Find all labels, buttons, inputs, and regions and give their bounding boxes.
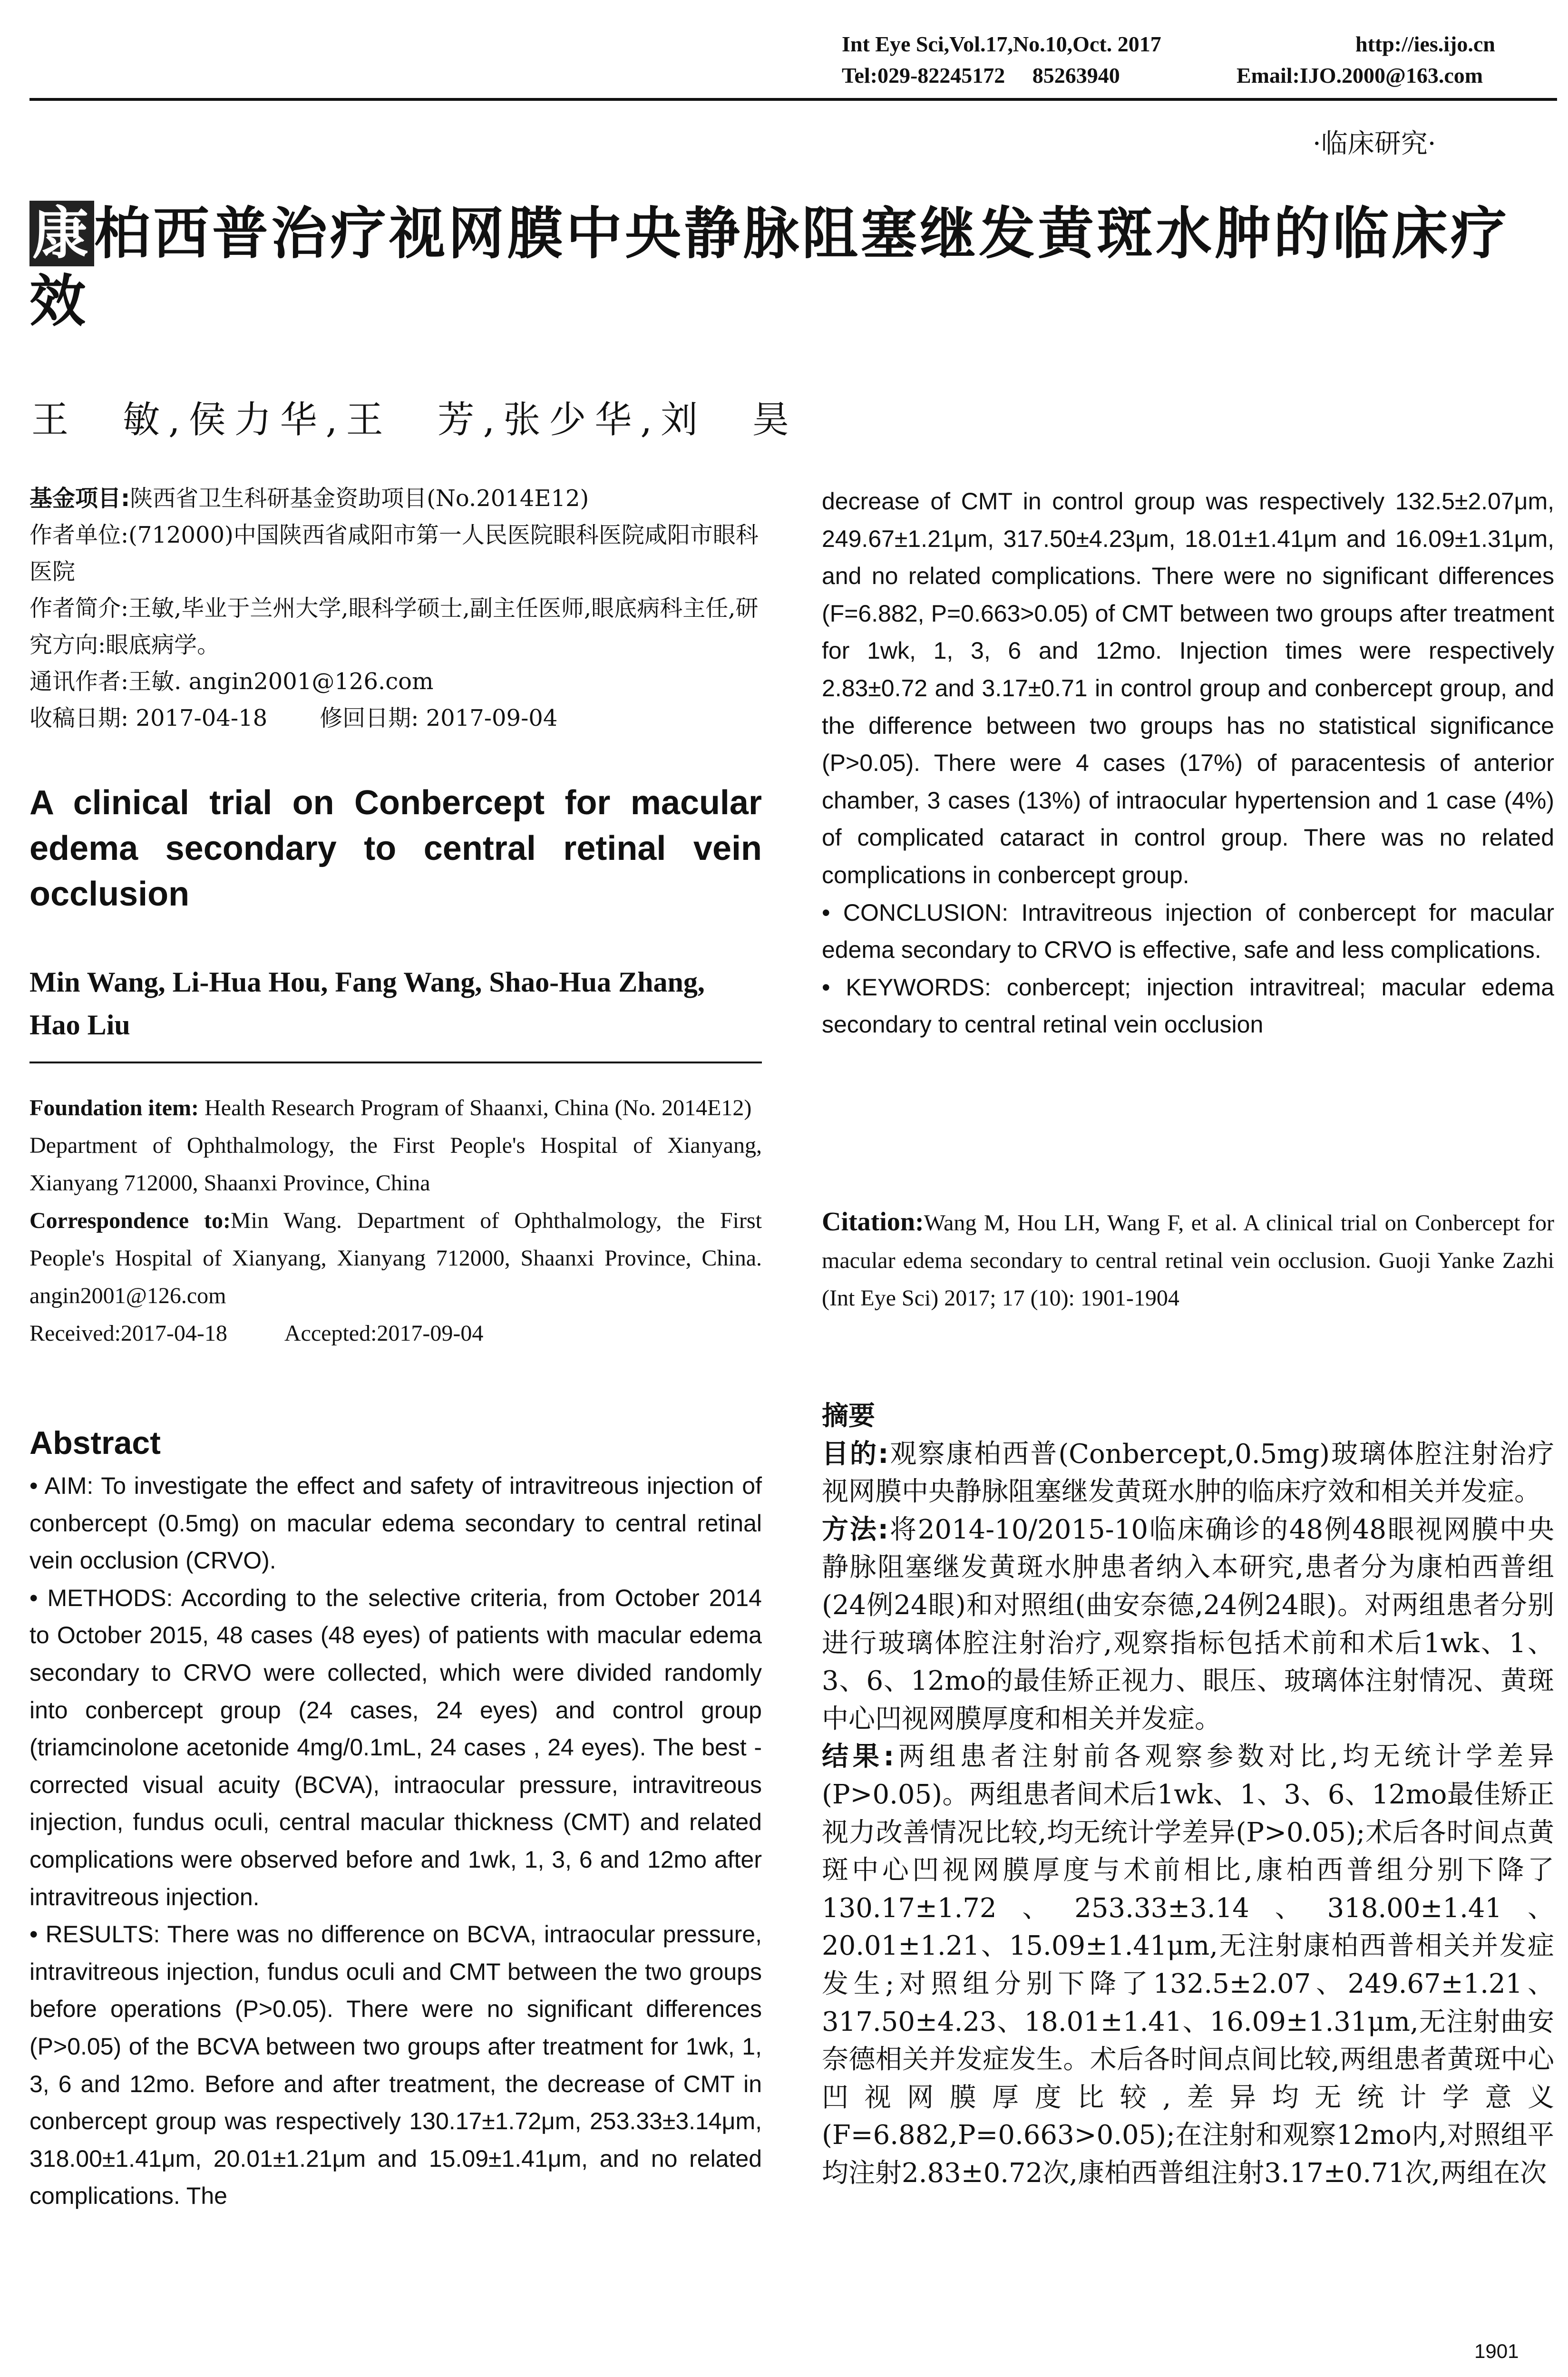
correspondence-text: Min Wang. Department of Ophthalmology, the First People's Hospital of Xianyang, Xianyang 712000, Shaanxi Province, China. angin2001@126.com (29, 1208, 762, 1308)
en-authors: Min Wang, Li-Hua Hou, Fang Wang, Shao-Hua Zhang, Hao Liu (29, 966, 705, 1041)
foundation-line (29, 1089, 762, 1127)
title-first-char: 康 (29, 201, 94, 266)
cn-meta-block (29, 480, 762, 737)
abstract-results-left: • RESULTS: There was no difference on BCVA, intraocular pressure, intravitreous injection, fundus oculi and CMT between the two groups before operations (P>0.05). There were no significant differences (P>0.05) of the BCVA between two groups after treatment for 1wk, 1, 3, 6 and 12mo. Before and after treatment, the decrease of CMT in conbercept group was respectively 130.17±1.72μm, 253.33±3.14μm, 318.00±1.41μm, 20.01±1.21μm and 15.09±1.41μm, and no related complications. The (29, 1921, 762, 2210)
fund-line (29, 480, 762, 517)
foundation-label: Foundation item: (29, 1095, 199, 1120)
section-tag: ·临床研究· (1313, 128, 1436, 159)
fund-text: 陕西省卫生科研基金资助项目(No.2014E12) (130, 485, 589, 512)
cn-abstract-results (822, 1738, 1554, 2192)
en-dates-line (29, 1315, 762, 1352)
abstract-keywords: • KEYWORDS: conbercept; injection intravitreal; macular edema secondary to central retinal vein occlusion (822, 974, 1554, 1038)
journal-tel: Tel:029-82245172 85263940 (842, 63, 1120, 88)
cn-methods-text: 将2014-10/2015-10临床确诊的48例48眼视网膜中央静脉阻塞继发黄斑水肿患者纳入本研究,患者分为康柏西普组(24例24眼)和对照组(曲安奈德,24例24眼)。对两组患者分别进行玻璃体腔注射治疗,观察指标包括术前和术后1wk、1、3、6、12mo的最佳矫正视力、眼压、玻璃体注射情况、黄斑中心凹视网膜厚度和相关并发症。 (822, 1514, 1554, 1734)
authors-rule (29, 1062, 762, 1063)
cn-abstract (822, 1397, 1554, 2192)
received-date: 收稿日期: 2017-04-18 (29, 705, 268, 731)
cn-abstract-methods (822, 1511, 1554, 1738)
abstract-methods: • METHODS: According to the selective criteria, from October 2014 to October 2015, 48 cases (48 eyes) of patients with macular edema secondary to CRVO were collected, which were divided randomly into conbercept group (24 cases, 24 eyes) and control group (triamcinolone acetonide 4mg/0.1mL, 24 cases , 24 eyes). The best - corrected visual acuity (BCVA), intraocular pressure, intravitreous injection, fundus oculi, central macular thickness (CMT) and related complications were observed before and 1wk, 1, 3, 6 and 12mo after intravitreous injection. (29, 1584, 762, 1910)
cn-results-text: 两组患者注射前各观察参数对比,均无统计学差异(P>0.05)。两组患者间术后1wk、1、3、6、12mo最佳矫正视力改善情况比较,均无统计学差异(P>0.05);术后各时间点黄斑中心凹视网膜厚度与术前相比,康柏西普组分别下降了130.17±1.72、253.33±3.14、318.00±1.41、20.01±1.21、15.09±1.41μm,无注射康柏西普相关并发症发生;对照组分别下降了132.5±2.07、249.67±1.21、317.50±4.23、18.01±1.41、16.09±1.31μm,无注射曲安奈德相关并发症发生。术后各时间点间比较,两组患者黄斑中心凹视网膜厚度比较,差异均无统计学意义(F=6.882,P=0.663>0.05);在注射和观察12mo内,对照组平均注射2.83±0.72次,康柏西普组注射3.17±0.71次,两组在次 (822, 1741, 1555, 2189)
abstract-aim: • AIM: To investigate the effect and safety of intravitreous injection of conbercept (0.5mg) on macular edema secondary to central retinal vein occlusion (CRVO). (29, 1472, 762, 1574)
corresponding-author: 通讯作者:王敏. angin2001@126.com (29, 668, 434, 695)
dates-line (29, 700, 762, 737)
abstract-body-right (822, 483, 1554, 1043)
cn-abstract-aim (822, 1435, 1554, 1511)
abstract-results-right: decrease of CMT in control group was respectively 132.5±2.07μm, 249.67±1.21μm, 317.50±4.23μm, 18.01±1.41μm and 16.09±1.31μm, and no related complications. There were no significant differences (F=6.882, P=0.663>0.05) of CMT between two groups after treatment for 1wk, 1, 3, 6 and 12mo. Injection times were respectively 2.83±0.72 and 3.17±0.71 in control group and conbercept group, and the difference between two groups has no statistical significance (P>0.05). There were 4 cases (17%) of paracentesis of anterior chamber, 3 cases (13%) of intraocular hypertension and 1 case (4%) of complicated cataract in control group. There was no related complications in conbercept group. (822, 488, 1554, 888)
abstract-body-left (29, 1467, 762, 2215)
journal-url[interactable]: http://ies.ijo.cn (1355, 32, 1495, 56)
cn-abstract-heading: 摘要 (822, 1401, 875, 1432)
fund-label: 基金项目: (29, 485, 130, 512)
en-meta-block (29, 1089, 762, 1352)
author-bio: 作者简介:王敏,毕业于兰州大学,眼科学硕士,副主任医师,眼底病科主任,研究方向:眼底病学。 (29, 595, 759, 658)
citation-label: Citation: (822, 1207, 924, 1237)
cn-title (29, 200, 1551, 335)
department: Department of Ophthalmology, the First People's Hospital of Xianyang, Xianyang 712000, Shaanxi Province, China (29, 1133, 762, 1196)
page-number: 1901 (1474, 2340, 1519, 2362)
abstract-heading: Abstract (29, 1425, 161, 1461)
en-accepted: Accepted:2017-09-04 (284, 1321, 484, 1346)
abstract-conclusion: • CONCLUSION: Intravitreous injection of conbercept for macular edema secondary to CRVO is effective, safe and less complications. (822, 899, 1554, 964)
cn-authors: 王 敏,侯力华,王 芳,张少华,刘 昊 (31, 399, 798, 441)
cn-aim-text: 观察康柏西普(Conbercept,0.5mg)玻璃体腔注射治疗视网膜中央静脉阻塞继发黄斑水肿的临床疗效和相关并发症。 (822, 1438, 1554, 1508)
header-rule (29, 98, 1557, 101)
author-unit: 作者单位:(712000)中国陕西省咸阳市第一人民医院眼科医院咸阳市眼科医院 (29, 522, 759, 585)
citation-text: Wang M, Hou LH, Wang F, et al. A clinical trial on Conbercept for macular edema secondary to central retinal vein occlusion. Guoji Yanke Zazhi (Int Eye Sci) 2017; 17 (10): 1901-1904 (822, 1210, 1554, 1311)
journal-email[interactable]: Email:IJO.2000@163.com (1237, 63, 1483, 88)
journal-header: Int Eye Sci,Vol.17,No.10,Oct. 2017 (842, 32, 1161, 56)
en-received: Received:2017-04-18 (29, 1321, 227, 1346)
correspondence-line (29, 1202, 762, 1315)
revised-date: 修回日期: 2017-09-04 (320, 705, 558, 731)
correspondence-label: Correspondence to: (29, 1208, 231, 1233)
foundation-text: Health Research Program of Shaanxi, China (No. 2014E12) (199, 1095, 752, 1120)
cn-aim-label: 目的: (822, 1438, 889, 1470)
cn-results-label: 结果: (822, 1741, 895, 1773)
en-title: A clinical trial on Conbercept for macular edema secondary to central retinal vein occlusion (29, 784, 762, 913)
title-rest: 柏西普治疗视网膜中央静脉阻塞继发黄斑水肿的临床疗效 (29, 201, 1510, 334)
citation (822, 1203, 1554, 1317)
cn-methods-label: 方法: (822, 1514, 889, 1545)
